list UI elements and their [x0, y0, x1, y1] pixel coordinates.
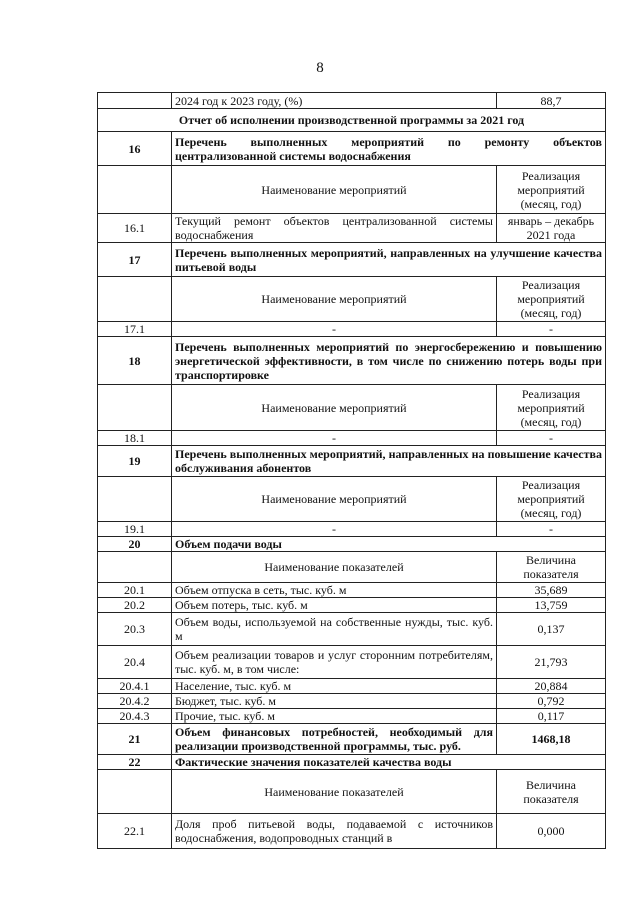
row-label: Объем потерь, тыс. куб. м	[172, 598, 497, 613]
row-value: 0,117	[497, 709, 606, 724]
column-header-value: Реализация мероприятий (месяц, год)	[497, 477, 606, 522]
table-row	[98, 755, 606, 770]
empty-cell	[98, 385, 172, 431]
row-number: 19	[98, 446, 172, 477]
row-value: 88,7	[497, 93, 606, 109]
empty-cell	[98, 770, 172, 814]
column-header-value: Величина показателя	[497, 552, 606, 583]
row-value: 13,759	[497, 598, 606, 613]
table-row	[98, 552, 606, 583]
table-row	[98, 93, 606, 109]
row-number: 22	[98, 755, 172, 770]
row-number: 21	[98, 724, 172, 755]
table-row	[98, 109, 606, 132]
table-row	[98, 709, 606, 724]
table-row	[98, 385, 606, 431]
report-title: Отчет об исполнении производственной программы за 2021 год	[98, 109, 606, 132]
row-number: 17	[98, 243, 172, 277]
row-label: Объем финансовых потребностей, необходимый для реализации производственной программы, тыс. руб.	[172, 724, 497, 755]
row-number: 20.4.1	[98, 679, 172, 694]
row-number: 20.4.3	[98, 709, 172, 724]
table-row	[98, 679, 606, 694]
column-header-value: Реализация мероприятий (месяц, год)	[497, 277, 606, 322]
row-label: -	[172, 431, 497, 446]
row-label: Объем отпуска в сеть, тыс. куб. м	[172, 583, 497, 598]
row-number: 16	[98, 132, 172, 166]
row-value: 0,000	[497, 814, 606, 849]
column-header-name: Наименование мероприятий	[172, 166, 497, 214]
table-row	[98, 583, 606, 598]
table-row	[98, 477, 606, 522]
table-row	[98, 277, 606, 322]
table-row	[98, 537, 606, 552]
row-value: январь – декабрь 2021 года	[497, 214, 606, 243]
column-header-name: Наименование мероприятий	[172, 477, 497, 522]
empty-cell	[98, 277, 172, 322]
row-number: 19.1	[98, 522, 172, 537]
row-value: 21,793	[497, 646, 606, 679]
section-title: Перечень выполненных мероприятий, направленных на улучшение качества питьевой воды	[172, 243, 606, 277]
column-header-value: Величина показателя	[497, 770, 606, 814]
row-label: Прочие, тыс. куб. м	[172, 709, 497, 724]
row-label: Объем реализации товаров и услуг сторонним потребителям, тыс. куб. м, в том числе:	[172, 646, 497, 679]
row-label: Население, тыс. куб. м	[172, 679, 497, 694]
empty-cell	[98, 477, 172, 522]
row-number: 20.1	[98, 583, 172, 598]
row-value: 0,137	[497, 613, 606, 646]
table-row	[98, 814, 606, 849]
row-label: 2024 год к 2023 году, (%)	[172, 93, 497, 109]
row-value: -	[497, 431, 606, 446]
row-number: 18.1	[98, 431, 172, 446]
row-number: 20	[98, 537, 172, 552]
row-number: 20.2	[98, 598, 172, 613]
table-row	[98, 646, 606, 679]
section-title: Фактические значения показателей качества воды	[172, 755, 606, 770]
row-value: -	[497, 322, 606, 337]
table-row	[98, 431, 606, 446]
row-number: 22.1	[98, 814, 172, 849]
row-value: 0,792	[497, 694, 606, 709]
row-value: 35,689	[497, 583, 606, 598]
table-row	[98, 724, 606, 755]
column-header-value: Реализация мероприятий (месяц, год)	[497, 166, 606, 214]
table-row	[98, 694, 606, 709]
section-title: Перечень выполненных мероприятий по ремонту объектов централизованной системы водоснабжения	[172, 132, 606, 166]
row-label: -	[172, 522, 497, 537]
section-title: Перечень выполненных мероприятий по энергосбережению и повышению энергетической эффективности, в том числе по снижению потерь воды при транспортировке	[172, 337, 606, 385]
row-label: Бюджет, тыс. куб. м	[172, 694, 497, 709]
row-label: Объем воды, используемой на собственные нужды, тыс. куб. м	[172, 613, 497, 646]
row-value: 20,884	[497, 679, 606, 694]
row-label: -	[172, 322, 497, 337]
row-value: -	[497, 522, 606, 537]
column-header-name: Наименование показателей	[172, 552, 497, 583]
row-number	[98, 93, 172, 109]
empty-cell	[98, 552, 172, 583]
table-row	[98, 770, 606, 814]
program-report-table	[97, 92, 606, 849]
table-row	[98, 132, 606, 166]
column-header-value: Реализация мероприятий (месяц, год)	[497, 385, 606, 431]
table-row	[98, 243, 606, 277]
column-header-name: Наименование показателей	[172, 770, 497, 814]
table-row	[98, 446, 606, 477]
page-number: 8	[316, 60, 324, 76]
column-header-name: Наименование мероприятий	[172, 277, 497, 322]
row-number: 16.1	[98, 214, 172, 243]
column-header-name: Наименование мероприятий	[172, 385, 497, 431]
table-row	[98, 322, 606, 337]
table-row	[98, 337, 606, 385]
row-label: Текущий ремонт объектов централизованной системы водоснабжения	[172, 214, 497, 243]
row-value: 1468,18	[497, 724, 606, 755]
table-row	[98, 214, 606, 243]
row-label: Доля проб питьевой воды, подаваемой с источников водоснабжения, водопроводных станций в	[172, 814, 497, 849]
row-number: 18	[98, 337, 172, 385]
row-number: 20.3	[98, 613, 172, 646]
table-row	[98, 522, 606, 537]
empty-cell	[98, 166, 172, 214]
table-row	[98, 613, 606, 646]
table-row	[98, 166, 606, 214]
section-title: Перечень выполненных мероприятий, направленных на повышение качества обслуживания абонентов	[172, 446, 606, 477]
table-row	[98, 598, 606, 613]
row-number: 17.1	[98, 322, 172, 337]
row-number: 20.4.2	[98, 694, 172, 709]
row-number: 20.4	[98, 646, 172, 679]
section-title: Объем подачи воды	[172, 537, 606, 552]
